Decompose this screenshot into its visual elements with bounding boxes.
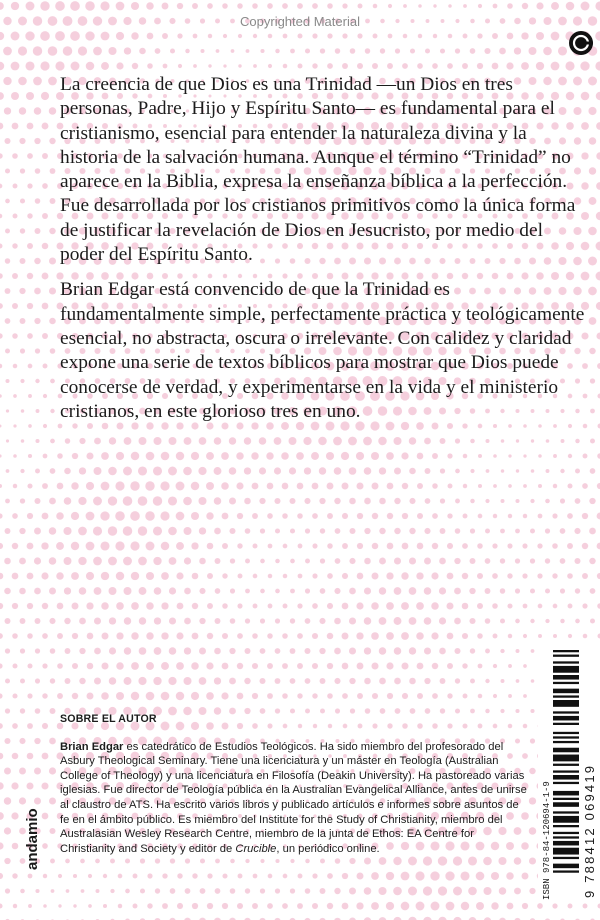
barcode-bar — [553, 816, 579, 823]
barcode-bar — [553, 675, 579, 680]
barcode-bar — [553, 748, 579, 753]
barcode-bar — [553, 841, 579, 846]
barcode-bar — [553, 864, 579, 869]
barcode-bar — [553, 732, 579, 734]
barcode-bar — [553, 723, 579, 725]
barcode-bar — [553, 736, 579, 738]
back-cover-blurb — [60, 73, 588, 435]
barcode-bar — [553, 836, 579, 838]
isbn-label: ISBN 978-84-120694-1-9 — [542, 781, 552, 900]
barcode-bar — [553, 802, 579, 807]
barcode-bar — [553, 755, 579, 762]
blurb-paragraph-1: La creencia de que Dios es una Trinidad —un Dios en tres personas, Padre, Hijo y Espíritu Santo— es fundamental para el cristianismo, esencial para entender la naturaleza divina y la historia de la salvación humana. Aunque el término “Trinidad” no aparece en la Biblia, expresa la enseñanza bíblica a la perfección. Fue desarrollada por los cristianos primitivos como la única forma de justificar la revelación de Dios en Jesucristo, por medio del poder del Espíritu Santo. — [60, 74, 576, 266]
barcode-bar — [553, 770, 579, 772]
author-bio — [60, 740, 530, 857]
author-name: Brian Edgar — [60, 740, 124, 753]
barcode-bar — [553, 650, 579, 652]
author-heading: SOBRE EL AUTOR — [60, 713, 157, 725]
barcode-bar — [553, 661, 579, 663]
barcode-bar — [553, 811, 579, 813]
barcode-bar — [553, 775, 579, 780]
barcode-bar — [553, 695, 579, 697]
barcode-bar — [553, 782, 579, 784]
andamio-circle-logo — [568, 30, 594, 56]
barcode-bar — [553, 857, 579, 859]
barcode — [553, 650, 579, 875]
barcode-bar — [553, 764, 579, 766]
author-section — [60, 712, 530, 856]
barcode-bar — [553, 716, 579, 721]
barcode-digits: 9 788412 069419 — [582, 763, 597, 898]
barcode-bar — [553, 870, 579, 872]
barcode-bar — [553, 682, 579, 684]
barcode-bar — [553, 711, 579, 713]
journal-title: Crucible — [235, 842, 277, 855]
barcode-bar — [553, 832, 579, 834]
author-bio-end: , un periódico online. — [276, 842, 380, 855]
barcode-bar — [553, 825, 579, 827]
barcode-bar — [553, 741, 579, 743]
barcode-bar — [553, 666, 579, 673]
barcode-bar — [553, 848, 579, 855]
barcode-bar — [553, 700, 579, 707]
author-bio-text: es catedrático de Estudios Teológicos. Ha sido miembro del profesorado del Asbury Theological Seminary. Tiene una licenciatura y un máster en Teología (Australian College of Theology) y una licenciatura en Filosofía (Deakin University). Ha pastoreado varias iglesias. Fue director de Teología pública en la Australian Evangelical Alliance, antes de unirse al claustro de ATS. Ha escrito varios libros y publicado artículos e informes sobre asuntos de fe en el ámbito público. Es miembro del Institute for the Study of Christianity, miembro del Australasian Wesley Research Centre, miembro de la junta de Ethos: EA Centre for Christianity and Society y editor de — [60, 740, 527, 855]
barcode-bar — [553, 791, 579, 796]
barcode-bar — [553, 798, 579, 800]
blurb-paragraph-2: Brian Edgar está convencido de que la Trinidad es fundamentalmente simple, perfectamente práctica y teológicamente esencial, no abstracta, oscura o irrelevante. Con calidez y claridad expone una serie de textos bíblicos para mostrar que Dios puede conocerse de verdad, y experimentarse en la vida y el ministerio cristianos, en este glorioso tres en uno. — [60, 279, 585, 422]
copyright-watermark: Copyrighted Material — [240, 14, 360, 29]
barcode-bar — [553, 689, 579, 694]
publisher-imprint: andamio — [24, 808, 41, 870]
barcode-bar — [553, 655, 579, 657]
